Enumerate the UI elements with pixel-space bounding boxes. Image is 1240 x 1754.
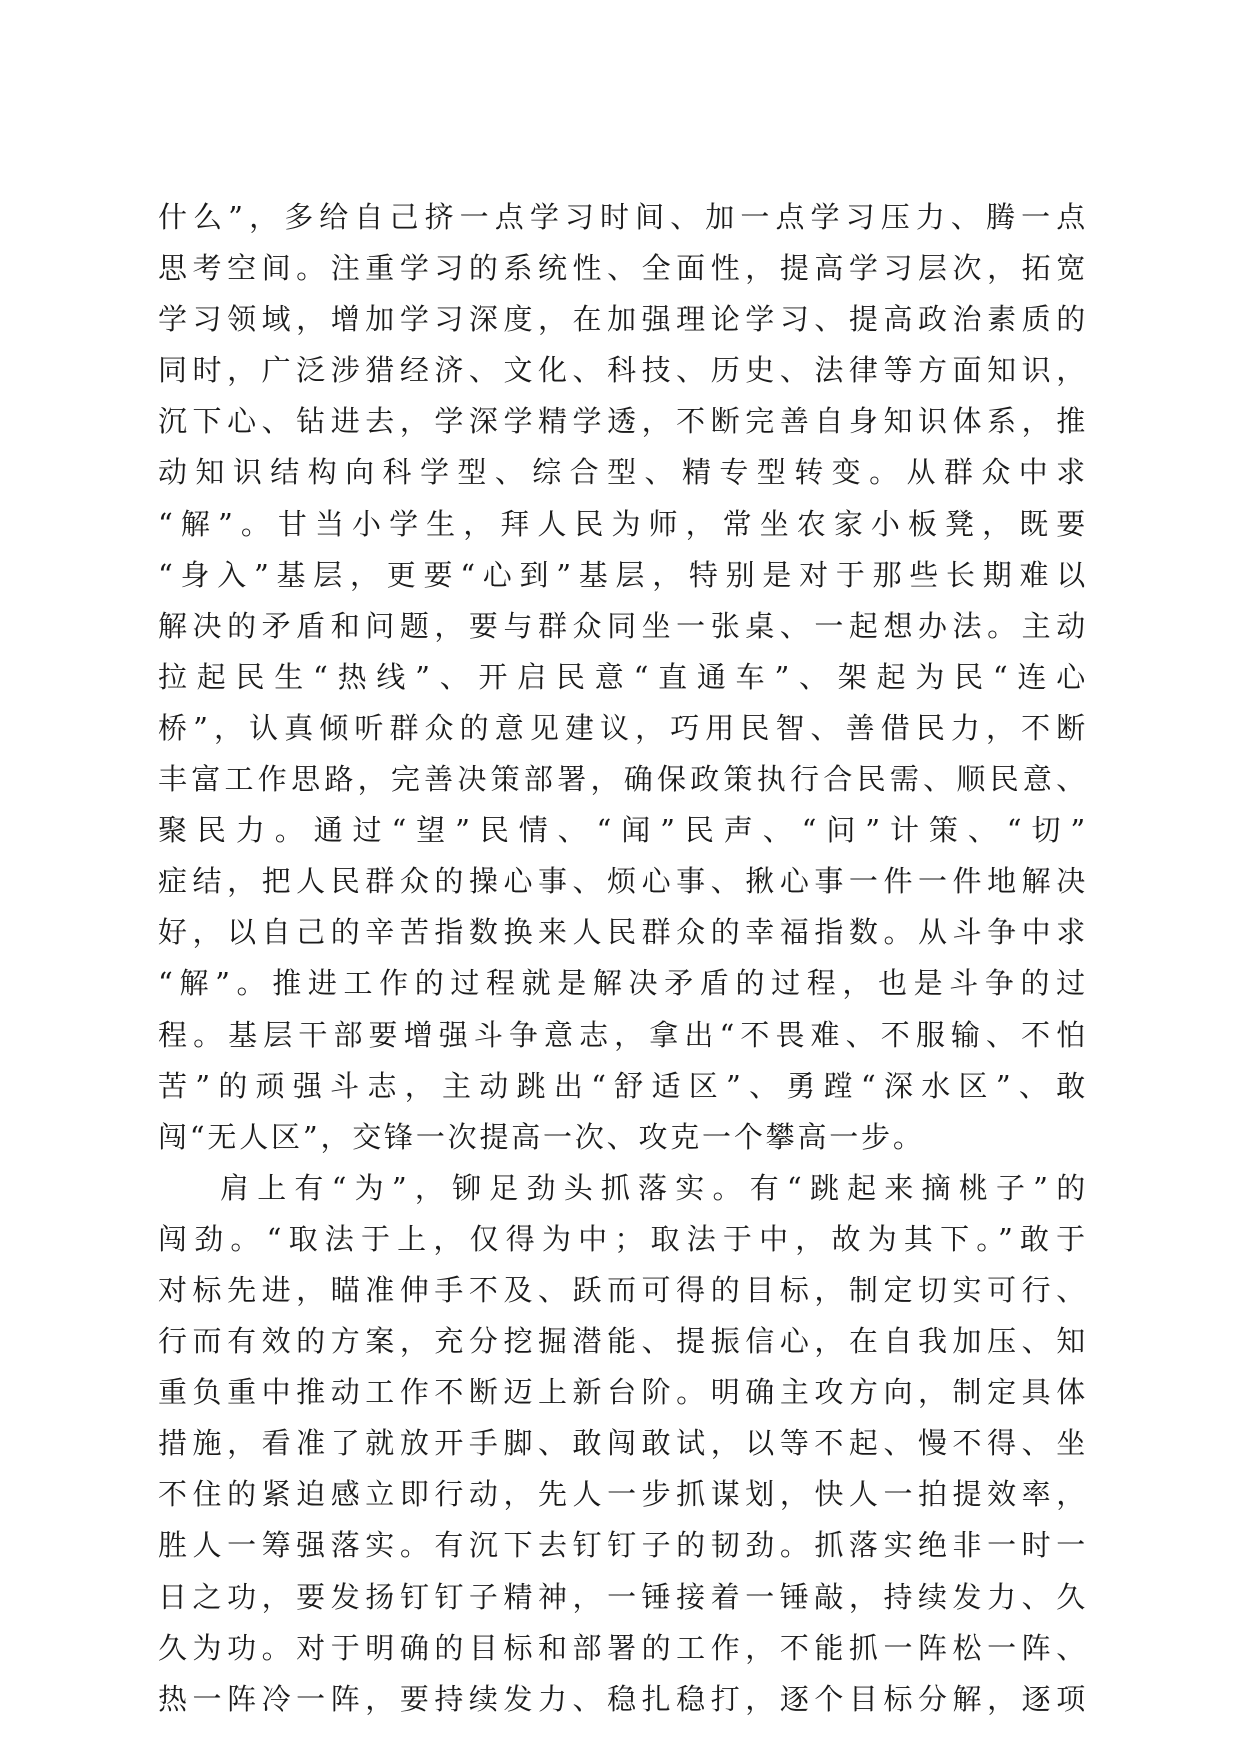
text-line: 不住的紧迫感立即行动，先人一步抓谋划，快人一拍提效率， — [158, 1477, 1088, 1512]
text-line: 解决的矛盾和问题，要与群众同坐一张桌、一起想办法。主动 — [158, 608, 1088, 643]
text-line: 久为功。对于明确的目标和部署的工作，不能抓一阵松一阵、 — [158, 1630, 1088, 1665]
text-line: 丰富工作思路，完善决策部署，确保政策执行合民需、顺民意、 — [158, 762, 1088, 797]
text-line: “身入”基层，更要“心到”基层，特别是对于那些长期难以 — [158, 557, 1088, 592]
paragraph-start-line: 肩上有“为”，铆足劲头抓落实。有“跳起来摘桃子”的 — [220, 1170, 1088, 1205]
text-line: 闯劲。“取法于上，仅得为中；取法于中，故为其下。”敢于 — [158, 1221, 1088, 1256]
text-line: 重负重中推动工作不断迈上新台阶。明确主攻方向，制定具体 — [158, 1375, 1088, 1410]
text-line: 程。基层干部要增强斗争意志，拿出“不畏难、不服输、不怕 — [158, 1017, 1088, 1052]
text-line: 日之功，要发扬钉钉子精神，一锤接着一锤敲，持续发力、久 — [158, 1579, 1088, 1614]
text-line: 热一阵冷一阵，要持续发力、稳扎稳打，逐个目标分解，逐项 — [158, 1681, 1088, 1716]
body-text — [158, 192, 1088, 1725]
text-line: 聚民力。通过“望”民情、“闻”民声、“问”计策、“切” — [158, 813, 1088, 848]
text-line: 什么”，多给自己挤一点学习时间、加一点学习压力、腾一点 — [158, 200, 1088, 234]
text-line: 好，以自己的辛苦指数换来人民群众的幸福指数。从斗争中求 — [158, 915, 1088, 950]
text-line: 思考空间。注重学习的系统性、全面性，提高学习层次，拓宽 — [158, 251, 1088, 286]
text-line: 苦”的顽强斗志，主动跳出“舒适区”、勇蹚“深水区”、敢 — [158, 1068, 1088, 1103]
text-line: 拉起民生“热线”、开启民意“直通车”、架起为民“连心 — [158, 659, 1088, 694]
text-line: 沉下心、钻进去，学深学精学透，不断完善自身知识体系，推 — [158, 404, 1088, 439]
text-line: 闯“无人区”，交锋一次提高一次、攻克一个攀高一步。 — [158, 1119, 925, 1154]
text-line: 行而有效的方案，充分挖掘潜能、提振信心，在自我加压、知 — [158, 1324, 1088, 1359]
text-line: 对标先进，瞄准伸手不及、跃而可得的目标，制定切实可行、 — [158, 1272, 1088, 1307]
text-line: “解”。甘当小学生，拜人民为师，常坐农家小板凳，既要 — [158, 506, 1088, 541]
text-line: 桥”，认真倾听群众的意见建议，巧用民智、善借民力，不断 — [158, 710, 1088, 745]
text-line: 学习领域，增加学习深度，在加强理论学习、提高政治素质的 — [158, 302, 1088, 337]
text-line: 动知识结构向科学型、综合型、精专型转变。从群众中求 — [158, 455, 1088, 490]
text-line: 措施，看准了就放开手脚、敢闯敢试，以等不起、慢不得、坐 — [158, 1426, 1088, 1461]
text-line: 症结，把人民群众的操心事、烦心事、揪心事一件一件地解决 — [158, 864, 1088, 899]
text-line: “解”。推进工作的过程就是解决矛盾的过程，也是斗争的过 — [158, 966, 1088, 1001]
text-line: 胜人一筹强落实。有沉下去钉钉子的韧劲。抓落实绝非一时一 — [158, 1528, 1088, 1563]
text-line: 同时，广泛涉猎经济、文化、科技、历史、法律等方面知识， — [158, 353, 1088, 388]
